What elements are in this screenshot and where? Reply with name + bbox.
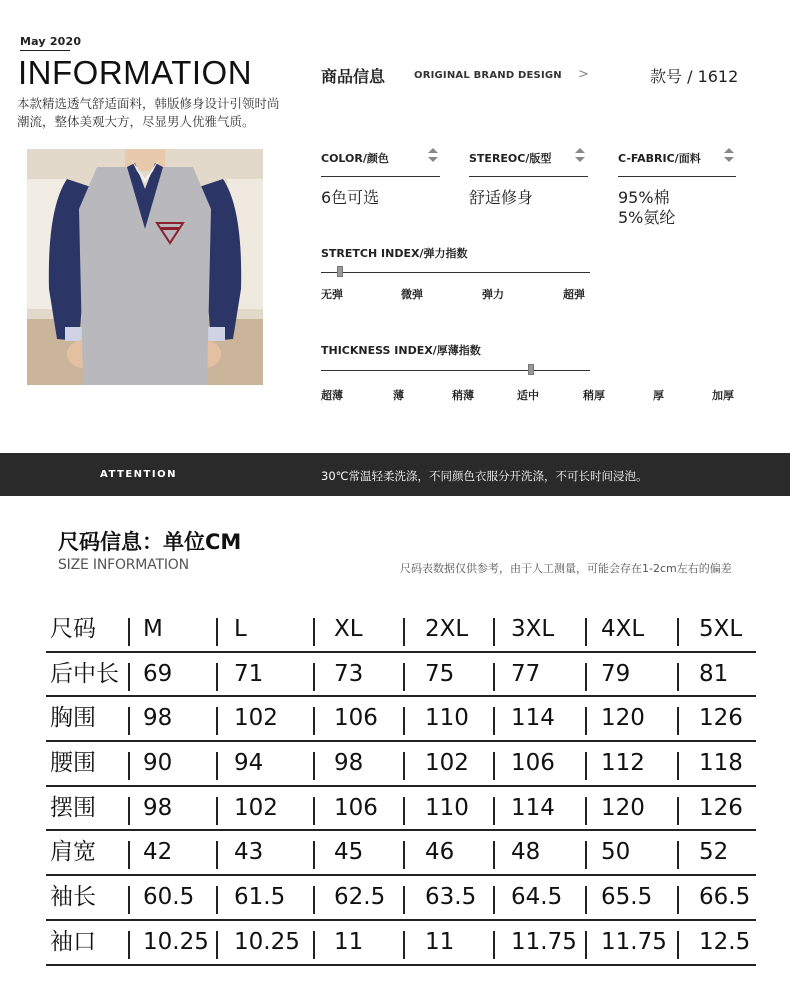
table-column-divider (216, 931, 218, 959)
size-info-subtitle: SIZE INFORMATION (58, 557, 189, 573)
table-cell: 126 (699, 705, 743, 732)
table-cell: 106 (511, 750, 555, 777)
thickness-index-indicator (528, 364, 534, 375)
table-row-label: 摆围 (50, 794, 96, 821)
table-column-divider (493, 841, 495, 869)
table-cell: 120 (601, 794, 645, 821)
table-cell: 11 (425, 928, 455, 955)
table-row (46, 787, 756, 832)
model-number: 款号 / 1612 (650, 67, 739, 86)
table-cell: 110 (425, 794, 469, 821)
table-column-divider (216, 797, 218, 825)
sort-caret-icon (723, 147, 735, 163)
chevron-right-icon: > (578, 67, 589, 82)
table-cell: 60.5 (143, 884, 195, 911)
table-column-divider (403, 663, 405, 691)
table-column-divider (677, 752, 679, 780)
table-cell: 10.25 (234, 928, 300, 955)
size-info-title: 尺码信息：单位CM (58, 530, 242, 554)
table-column-divider (493, 663, 495, 691)
table-cell: 114 (511, 705, 555, 732)
table-cell: 120 (601, 705, 645, 732)
table-column-divider (493, 752, 495, 780)
table-column-divider (585, 886, 587, 914)
attr-color-label: COLOR/颜色 (321, 152, 389, 165)
table-column-divider (216, 707, 218, 735)
thickness-index-track (321, 370, 590, 371)
table-column-divider (313, 841, 315, 869)
table-row (46, 831, 756, 876)
table-cell: 102 (425, 750, 469, 777)
table-column-divider (677, 841, 679, 869)
table-column-divider (585, 707, 587, 735)
table-column-divider (677, 886, 679, 914)
attr-stereo-value (469, 188, 533, 208)
table-column-divider (128, 931, 130, 959)
table-column-divider (128, 707, 130, 735)
thickness-tick: 适中 (517, 389, 539, 402)
table-header-cell: 3XL (511, 616, 555, 642)
table-column-divider (313, 931, 315, 959)
table-column-divider (585, 752, 587, 780)
table-row-label: 袖长 (50, 884, 96, 911)
table-cell: 112 (601, 750, 645, 777)
table-header-cell: 4XL (601, 616, 645, 642)
table-column-divider (128, 752, 130, 780)
table-column-divider (677, 797, 679, 825)
table-row-label: 胸围 (50, 705, 96, 732)
table-column-divider (403, 886, 405, 914)
table-column-divider (493, 931, 495, 959)
thickness-tick: 稍薄 (452, 389, 474, 402)
table-column-divider (313, 752, 315, 780)
table-cell: 66.5 (699, 884, 751, 911)
table-cell: 114 (511, 794, 555, 821)
attr-fabric-value (618, 188, 675, 228)
table-column-divider (585, 797, 587, 825)
attr-value-line: 舒适修身 (469, 188, 534, 207)
table-column-divider (313, 797, 315, 825)
table-column-divider (403, 841, 405, 869)
table-column-divider (313, 663, 315, 691)
table-column-divider (585, 663, 587, 691)
attention-text: 30℃常温轻柔洗涤，不同颜色衣服分开洗涤，不可长时间浸泡。 (321, 469, 648, 483)
table-cell: 79 (601, 660, 631, 687)
table-cell: 42 (143, 839, 173, 866)
table-cell: 52 (699, 839, 729, 866)
table-column-divider (313, 618, 315, 646)
thickness-tick: 稍厚 (583, 389, 605, 402)
size-table (46, 608, 756, 966)
table-header-cell: L (234, 616, 247, 642)
attr-fabric-underline (618, 176, 736, 177)
table-cell: 90 (143, 750, 173, 777)
table-column-divider (313, 707, 315, 735)
product-description (17, 95, 307, 131)
table-cell: 118 (699, 750, 743, 777)
table-cell: 106 (334, 794, 378, 821)
table-column-divider (585, 841, 587, 869)
table-cell: 10.25 (143, 928, 209, 955)
table-cell: 65.5 (601, 884, 653, 911)
table-row-label: 腰围 (50, 750, 96, 777)
table-column-divider (216, 752, 218, 780)
thickness-tick: 薄 (393, 389, 404, 402)
table-header-row (46, 608, 756, 653)
table-column-divider (403, 752, 405, 780)
table-column-divider (128, 618, 130, 646)
table-column-divider (403, 931, 405, 959)
table-header-cell: M (143, 616, 163, 642)
table-cell: 11.75 (511, 928, 577, 955)
sort-caret-icon (427, 147, 439, 163)
thickness-tick: 厚 (653, 389, 664, 402)
attr-color-underline (321, 176, 440, 177)
thickness-tick: 超薄 (321, 389, 343, 402)
table-cell: 63.5 (425, 884, 477, 911)
attr-value-line: 5%氨纶 (618, 208, 676, 227)
table-row (46, 697, 756, 742)
stretch-tick: 无弹 (321, 288, 343, 301)
attr-value-line: 6色可选 (321, 188, 380, 207)
table-column-divider (585, 618, 587, 646)
table-row (46, 921, 756, 966)
table-row-label: 后中长 (50, 660, 119, 687)
description-line: 本款精选透气舒适面料，韩版修身设计引领时尚 (17, 96, 280, 111)
attr-stereo-underline (469, 176, 588, 177)
table-column-divider (493, 797, 495, 825)
table-column-divider (677, 618, 679, 646)
table-cell: 48 (511, 839, 541, 866)
page-title: INFORMATION (18, 54, 253, 91)
table-column-divider (493, 886, 495, 914)
thickness-index-label: THICKNESS INDEX/厚薄指数 (321, 344, 481, 357)
table-column-divider (403, 618, 405, 646)
table-column-divider (216, 886, 218, 914)
table-column-divider (677, 931, 679, 959)
table-row (46, 653, 756, 698)
table-column-divider (403, 707, 405, 735)
table-column-divider (677, 663, 679, 691)
date-underline (20, 50, 70, 51)
table-cell: 98 (143, 794, 173, 821)
table-column-divider (216, 618, 218, 646)
table-row (46, 742, 756, 787)
table-cell: 81 (699, 660, 729, 687)
sort-caret-icon (574, 147, 586, 163)
table-column-divider (128, 886, 130, 914)
table-column-divider (493, 707, 495, 735)
table-cell: 11.75 (601, 928, 667, 955)
date-label: May 2020 (20, 35, 82, 48)
table-cell: 69 (143, 660, 173, 687)
brand-design-label: ORIGINAL BRAND DESIGN (414, 70, 562, 81)
stretch-tick: 微弹 (401, 288, 423, 301)
stretch-tick: 弹力 (482, 288, 504, 301)
table-cell: 126 (699, 794, 743, 821)
table-cell: 61.5 (234, 884, 286, 911)
stretch-index-indicator (337, 266, 343, 277)
attention-title: ATTENTION (100, 469, 177, 480)
table-column-divider (493, 618, 495, 646)
table-column-divider (128, 841, 130, 869)
table-cell: 102 (234, 794, 278, 821)
table-cell: 77 (511, 660, 541, 687)
table-column-divider (216, 841, 218, 869)
table-cell: 12.5 (699, 928, 751, 955)
attr-stereo-label: STEREOC/版型 (469, 152, 552, 165)
product-photo (27, 149, 263, 385)
table-cell: 98 (143, 705, 173, 732)
table-column-divider (128, 663, 130, 691)
attr-color-value (321, 188, 379, 208)
attr-value-line: 95%棉 (618, 188, 670, 207)
table-column-divider (677, 707, 679, 735)
table-cell: 11 (334, 928, 364, 955)
stretch-tick: 超弹 (563, 288, 585, 301)
table-cell: 64.5 (511, 884, 563, 911)
table-cell: 43 (234, 839, 264, 866)
table-header-cell: XL (334, 616, 363, 642)
table-header-cell: 5XL (699, 616, 743, 642)
table-column-divider (313, 886, 315, 914)
stretch-index-track (321, 272, 590, 273)
table-cell: 106 (334, 705, 378, 732)
table-cell: 62.5 (334, 884, 386, 911)
size-info-note: 尺码表数据仅供参考，由于人工测量，可能会存在1-2cm左右的偏差 (400, 562, 732, 575)
table-header-cell: 尺码 (50, 616, 96, 642)
table-column-divider (585, 931, 587, 959)
table-header-cell: 2XL (425, 616, 469, 642)
table-cell: 102 (234, 705, 278, 732)
thickness-tick: 加厚 (712, 389, 734, 402)
table-cell: 110 (425, 705, 469, 732)
product-info-label: 商品信息 (321, 67, 386, 86)
table-row-label: 肩宽 (50, 839, 96, 866)
model-illustration (27, 149, 263, 385)
table-column-divider (128, 797, 130, 825)
attr-fabric-label: C-FABRIC/面料 (618, 152, 701, 165)
table-cell: 71 (234, 660, 264, 687)
table-cell: 98 (334, 750, 364, 777)
table-column-divider (216, 663, 218, 691)
table-cell: 45 (334, 839, 364, 866)
table-row (46, 876, 756, 921)
table-cell: 73 (334, 660, 364, 687)
table-column-divider (403, 797, 405, 825)
table-cell: 94 (234, 750, 264, 777)
stretch-index-label: STRETCH INDEX/弹力指数 (321, 247, 468, 260)
table-cell: 75 (425, 660, 455, 687)
table-row-label: 袖口 (50, 928, 96, 955)
table-cell: 50 (601, 839, 631, 866)
description-line: 潮流，整体美观大方，尽显男人优雅气质。 (17, 114, 255, 129)
table-cell: 46 (425, 839, 455, 866)
